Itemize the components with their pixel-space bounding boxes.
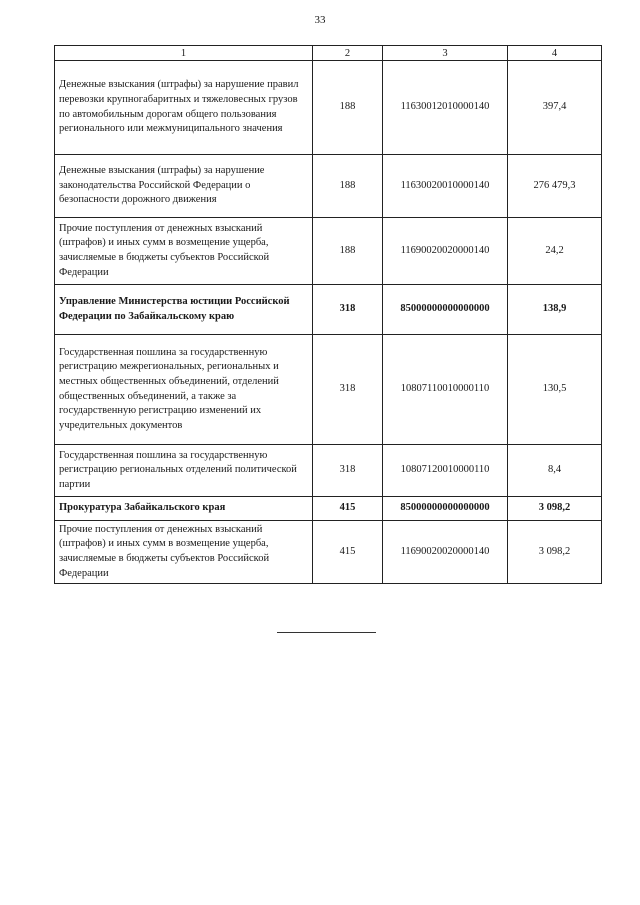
row-amount: 24,2 xyxy=(508,218,602,285)
table-row-department xyxy=(55,285,602,335)
row-name: Управление Министерства юстиции Российской Федерации по Забайкальскому краю xyxy=(55,285,313,335)
row-amount: 130,5 xyxy=(508,335,602,445)
row-amount: 138,9 xyxy=(508,285,602,335)
row-budget-code: 85000000000000000 xyxy=(383,497,508,521)
row-admin-code: 188 xyxy=(313,61,383,155)
row-budget-code: 85000000000000000 xyxy=(383,285,508,335)
table-row xyxy=(55,521,602,584)
row-budget-code: 11630020010000140 xyxy=(383,155,508,218)
column-header: 4 xyxy=(508,46,602,61)
table-header-row xyxy=(55,46,602,61)
table-row xyxy=(55,445,602,497)
column-header: 2 xyxy=(313,46,383,61)
table-row xyxy=(55,335,602,445)
table-row-department xyxy=(55,497,602,521)
table-row xyxy=(55,218,602,285)
row-budget-code: 10807120010000110 xyxy=(383,445,508,497)
row-amount: 276 479,3 xyxy=(508,155,602,218)
revenue-table xyxy=(54,45,602,584)
row-name: Государственная пошлина за государственную регистрацию региональных отделений политической партии xyxy=(55,445,313,497)
row-admin-code: 188 xyxy=(313,155,383,218)
row-admin-code: 188 xyxy=(313,218,383,285)
row-amount: 3 098,2 xyxy=(508,497,602,521)
row-budget-code: 11630012010000140 xyxy=(383,61,508,155)
row-name: Денежные взыскания (штрафы) за нарушение правил перевозки крупногабаритных и тяжеловесных грузов по автомобильным дорогам общего пользования регионального или межмуниципального значения xyxy=(55,61,313,155)
row-name: Денежные взыскания (штрафы) за нарушение законодательства Российской Федерации о безопасности дорожного движения xyxy=(55,155,313,218)
page-number: 33 xyxy=(314,14,326,26)
row-admin-code: 415 xyxy=(313,497,383,521)
row-budget-code: 11690020020000140 xyxy=(383,521,508,584)
row-admin-code: 318 xyxy=(313,445,383,497)
row-name: Государственная пошлина за государственную регистрацию межрегиональных, региональных и местных общественных объединений, отделений общественных объединений, а также за государственную регистрацию изменений их учредительных документов xyxy=(55,335,313,445)
table-row xyxy=(55,61,602,155)
row-amount: 3 098,2 xyxy=(508,521,602,584)
row-budget-code: 10807110010000110 xyxy=(383,335,508,445)
column-header: 1 xyxy=(55,46,313,61)
column-header: 3 xyxy=(383,46,508,61)
row-amount: 397,4 xyxy=(508,61,602,155)
table-row xyxy=(55,155,602,218)
row-admin-code: 415 xyxy=(313,521,383,584)
row-name: Прочие поступления от денежных взысканий (штрафов) и иных сумм в возмещение ущерба, зачисляемые в бюджеты субъектов Российской Федерации xyxy=(55,521,313,584)
row-budget-code: 11690020020000140 xyxy=(383,218,508,285)
row-admin-code: 318 xyxy=(313,285,383,335)
row-admin-code: 318 xyxy=(313,335,383,445)
end-of-table-rule xyxy=(277,632,376,633)
row-name: Прокуратура Забайкальского края xyxy=(55,497,313,521)
row-amount: 8,4 xyxy=(508,445,602,497)
row-name: Прочие поступления от денежных взысканий (штрафов) и иных сумм в возмещение ущерба, зачисляемые в бюджеты субъектов Российской Федерации xyxy=(55,218,313,285)
